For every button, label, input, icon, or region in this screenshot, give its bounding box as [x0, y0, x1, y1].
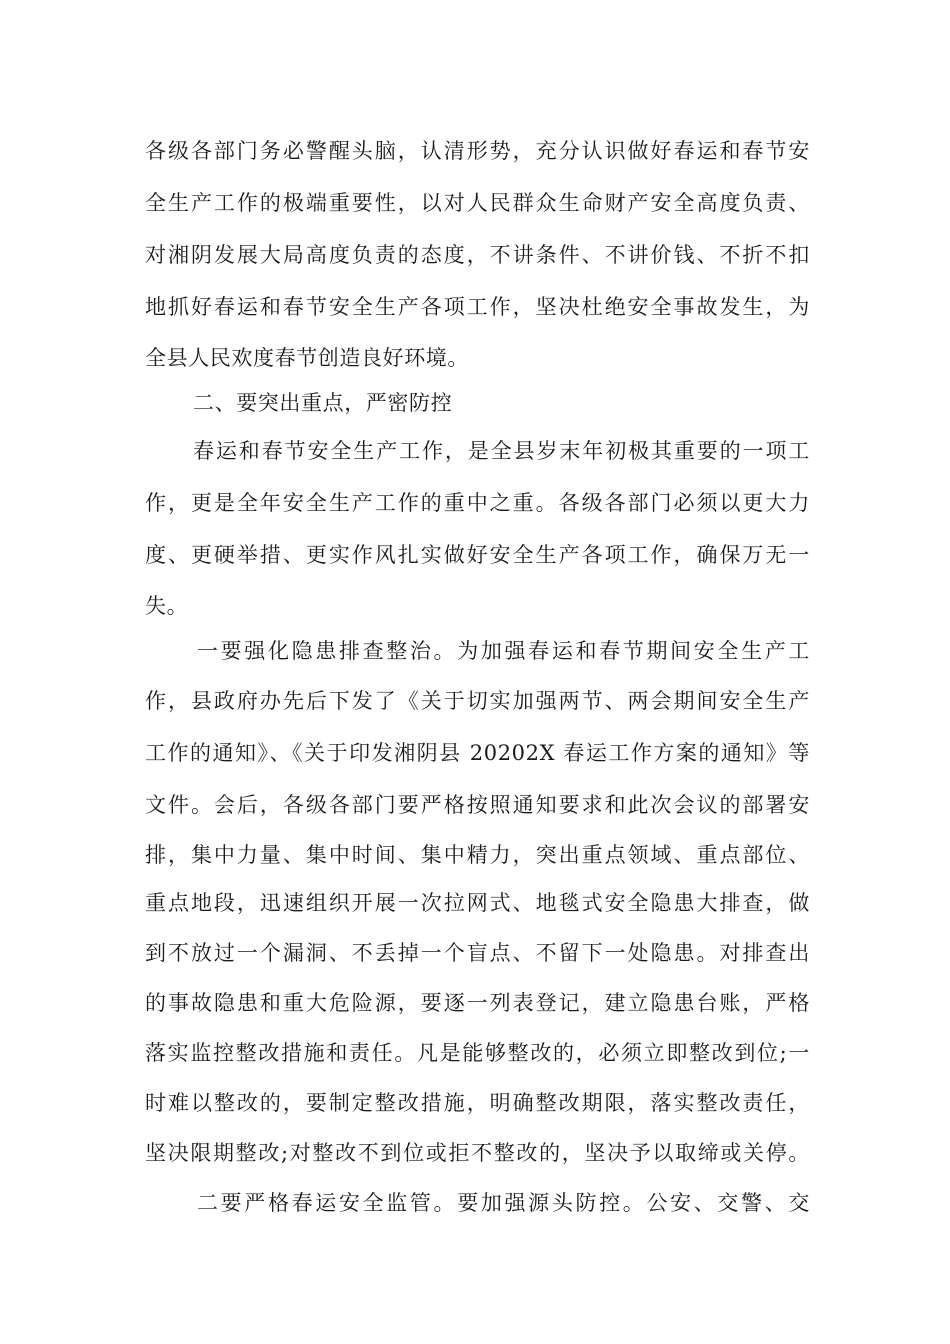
- text-line: 度、更硬举措、更实作风扎实做好安全生产各项工作，确保万无一: [145, 543, 810, 567]
- text-line: 文件。会后，各级各部门要严格按照通知要求和此次会议的部署安: [145, 793, 810, 817]
- section-heading: 二、要突出重点，严密防控: [193, 391, 453, 415]
- text-line: 时难以整改的，要制定整改措施，明确整改期限，落实整改责任，: [145, 1091, 810, 1115]
- text-line: 坚决限期整改;对整改不到位或拒不整改的，坚决予以取缔或关停。: [145, 1141, 810, 1165]
- text-line: 一要强化隐患排查整治。为加强春运和春节期间安全生产工: [197, 639, 810, 663]
- text-line: 作，更是全年安全生产工作的重中之重。各级各部门必须以更大力: [145, 491, 810, 515]
- text-line: 排，集中力量、集中时间、集中精力，突出重点领域、重点部位、: [145, 843, 810, 867]
- text-line: 的事故隐患和重大危险源，要逐一列表登记，建立隐患台账，严格: [145, 991, 810, 1015]
- text-line: 全县人民欢度春节创造良好环境。: [145, 346, 469, 370]
- text-line: 作，县政府办先后下发了《关于切实加强两节、两会期间安全生产: [145, 689, 810, 713]
- text-line: 工作的通知》、《关于印发湘阴县 20202X 春运工作方案的通知》等: [145, 741, 810, 765]
- text-line: 各级各部门务必警醒头脑，认清形势，充分认识做好春运和春节安: [145, 139, 810, 163]
- text-line: 地抓好春运和春节安全生产各项工作，坚决杜绝安全事故发生，为: [145, 295, 810, 319]
- text-line: 全生产工作的极端重要性，以对人民群众生命财产安全高度负责、: [145, 191, 810, 215]
- text-line: 二要严格春运安全监管。要加强源头防控。公安、交警、交: [197, 1191, 810, 1215]
- text-line: 失。: [145, 594, 189, 618]
- text-line: 到不放过一个漏洞、不丢掉一个盲点、不留下一处隐患。对排查出: [145, 941, 810, 965]
- text-line: 对湘阴发展大局高度负责的态度，不讲条件、不讲价钱、不折不扣: [145, 243, 810, 267]
- text-line: 春运和春节安全生产工作，是全县岁末年初极其重要的一项工: [193, 439, 810, 463]
- text-line: 落实监控整改措施和责任。凡是能够整改的，必须立即整改到位;一: [145, 1041, 810, 1065]
- text-line: 重点地段，迅速组织开展一次拉网式、地毯式安全隐患大排查，做: [145, 891, 810, 915]
